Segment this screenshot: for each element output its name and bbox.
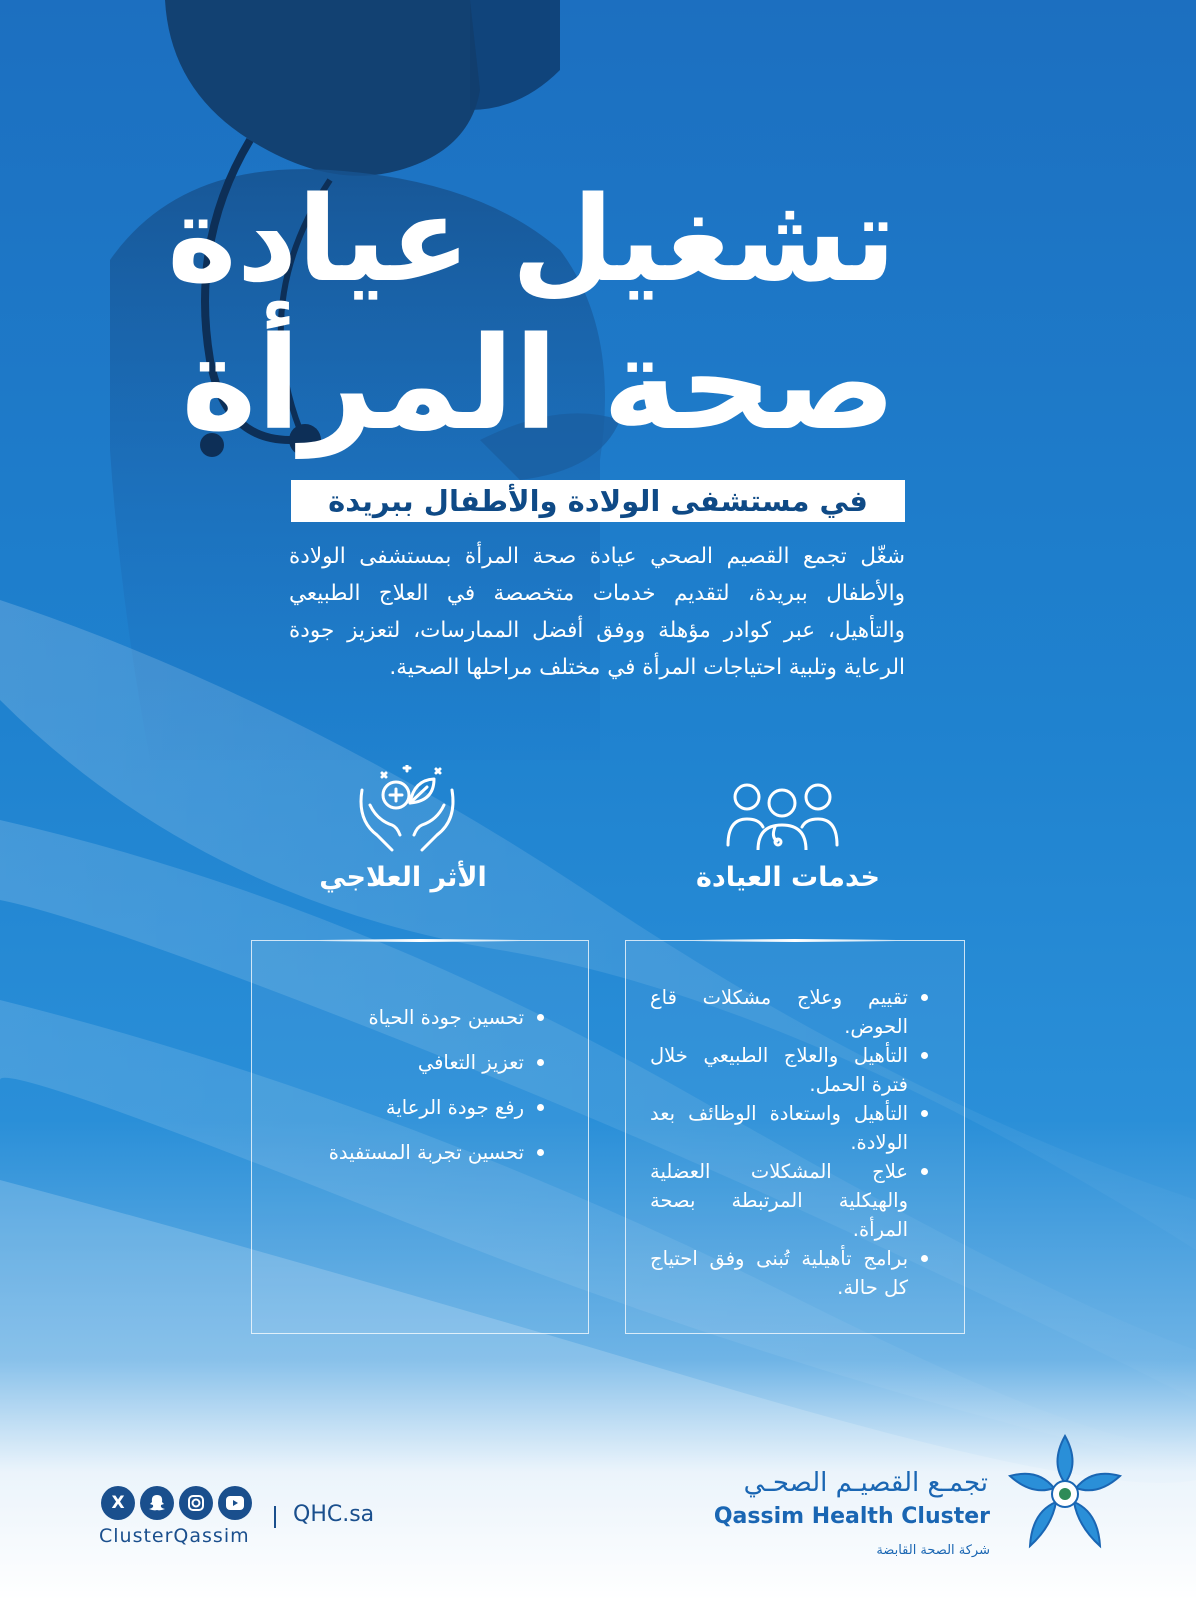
headline-line-1: تشغيل عيادة — [167, 170, 896, 308]
list-item: تحسين تجربة المستفيدة — [276, 1138, 546, 1167]
list-item: برامج تأهيلية تُبنى وفق احتياج كل حالة. — [650, 1244, 930, 1302]
list-item: تعزيز التعافي — [276, 1048, 546, 1077]
services-heading: خدمات العيادة — [695, 862, 881, 893]
list-item: التأهيل واستعادة الوظائف بعد الولادة. — [650, 1099, 930, 1157]
list-item: تقييم وعلاج مشكلات قاع الحوض. — [650, 983, 930, 1041]
services-list — [650, 983, 930, 1302]
impact-heading: الأثر العلاجي — [319, 862, 487, 893]
impact-list — [276, 1003, 546, 1183]
logo-arabic-name: تجمـع القصيـم الصحـي — [743, 1468, 988, 1498]
card-glow — [694, 939, 897, 942]
list-item: تحسين جودة الحياة — [276, 1003, 546, 1032]
services-card — [625, 940, 965, 1334]
list-item: رفع جودة الرعاية — [276, 1093, 546, 1122]
hands-care-icon — [352, 765, 462, 859]
instagram-icon[interactable] — [179, 1486, 213, 1520]
youtube-icon[interactable] — [218, 1486, 252, 1520]
list-item: علاج المشكلات العضلية والهيكلية المرتبطة بصحة المرأة. — [650, 1157, 930, 1244]
intro-paragraph: شغّل تجمع القصيم الصحي عيادة صحة المرأة بمستشفى الولادة والأطفال ببريدة، لتقديم خدمات متخصصة في العلاج الطبيعي والتأهيل، عبر كوادر مؤهلة ووفق أفضل الممارسات، لتعزيز جودة الرعاية وتلبية احتياجات المرأة في مختلف مراحلها الصحية. — [289, 544, 905, 680]
logo-english-name: Qassim Health Cluster — [713, 1504, 990, 1529]
subtitle-banner: في مستشفى الولادة والأطفال ببريدة — [291, 480, 905, 522]
qassim-cluster-logo-icon — [1000, 1428, 1130, 1562]
snapchat-icon[interactable] — [140, 1486, 174, 1520]
divider — [274, 1506, 276, 1528]
medical-team-icon — [725, 775, 840, 854]
card-glow — [319, 939, 521, 942]
website-link[interactable]: QHC.sa — [293, 1502, 375, 1527]
logo-subtitle: شركة الصحة القابضة — [876, 1543, 990, 1558]
headline-line-2: صحة المرأة — [181, 310, 896, 459]
impact-card — [251, 940, 589, 1334]
x-icon[interactable]: X — [101, 1486, 135, 1520]
social-handle[interactable]: ClusterQassim — [99, 1525, 250, 1547]
list-item: التأهيل والعلاج الطبيعي خلال فترة الحمل. — [650, 1041, 930, 1099]
